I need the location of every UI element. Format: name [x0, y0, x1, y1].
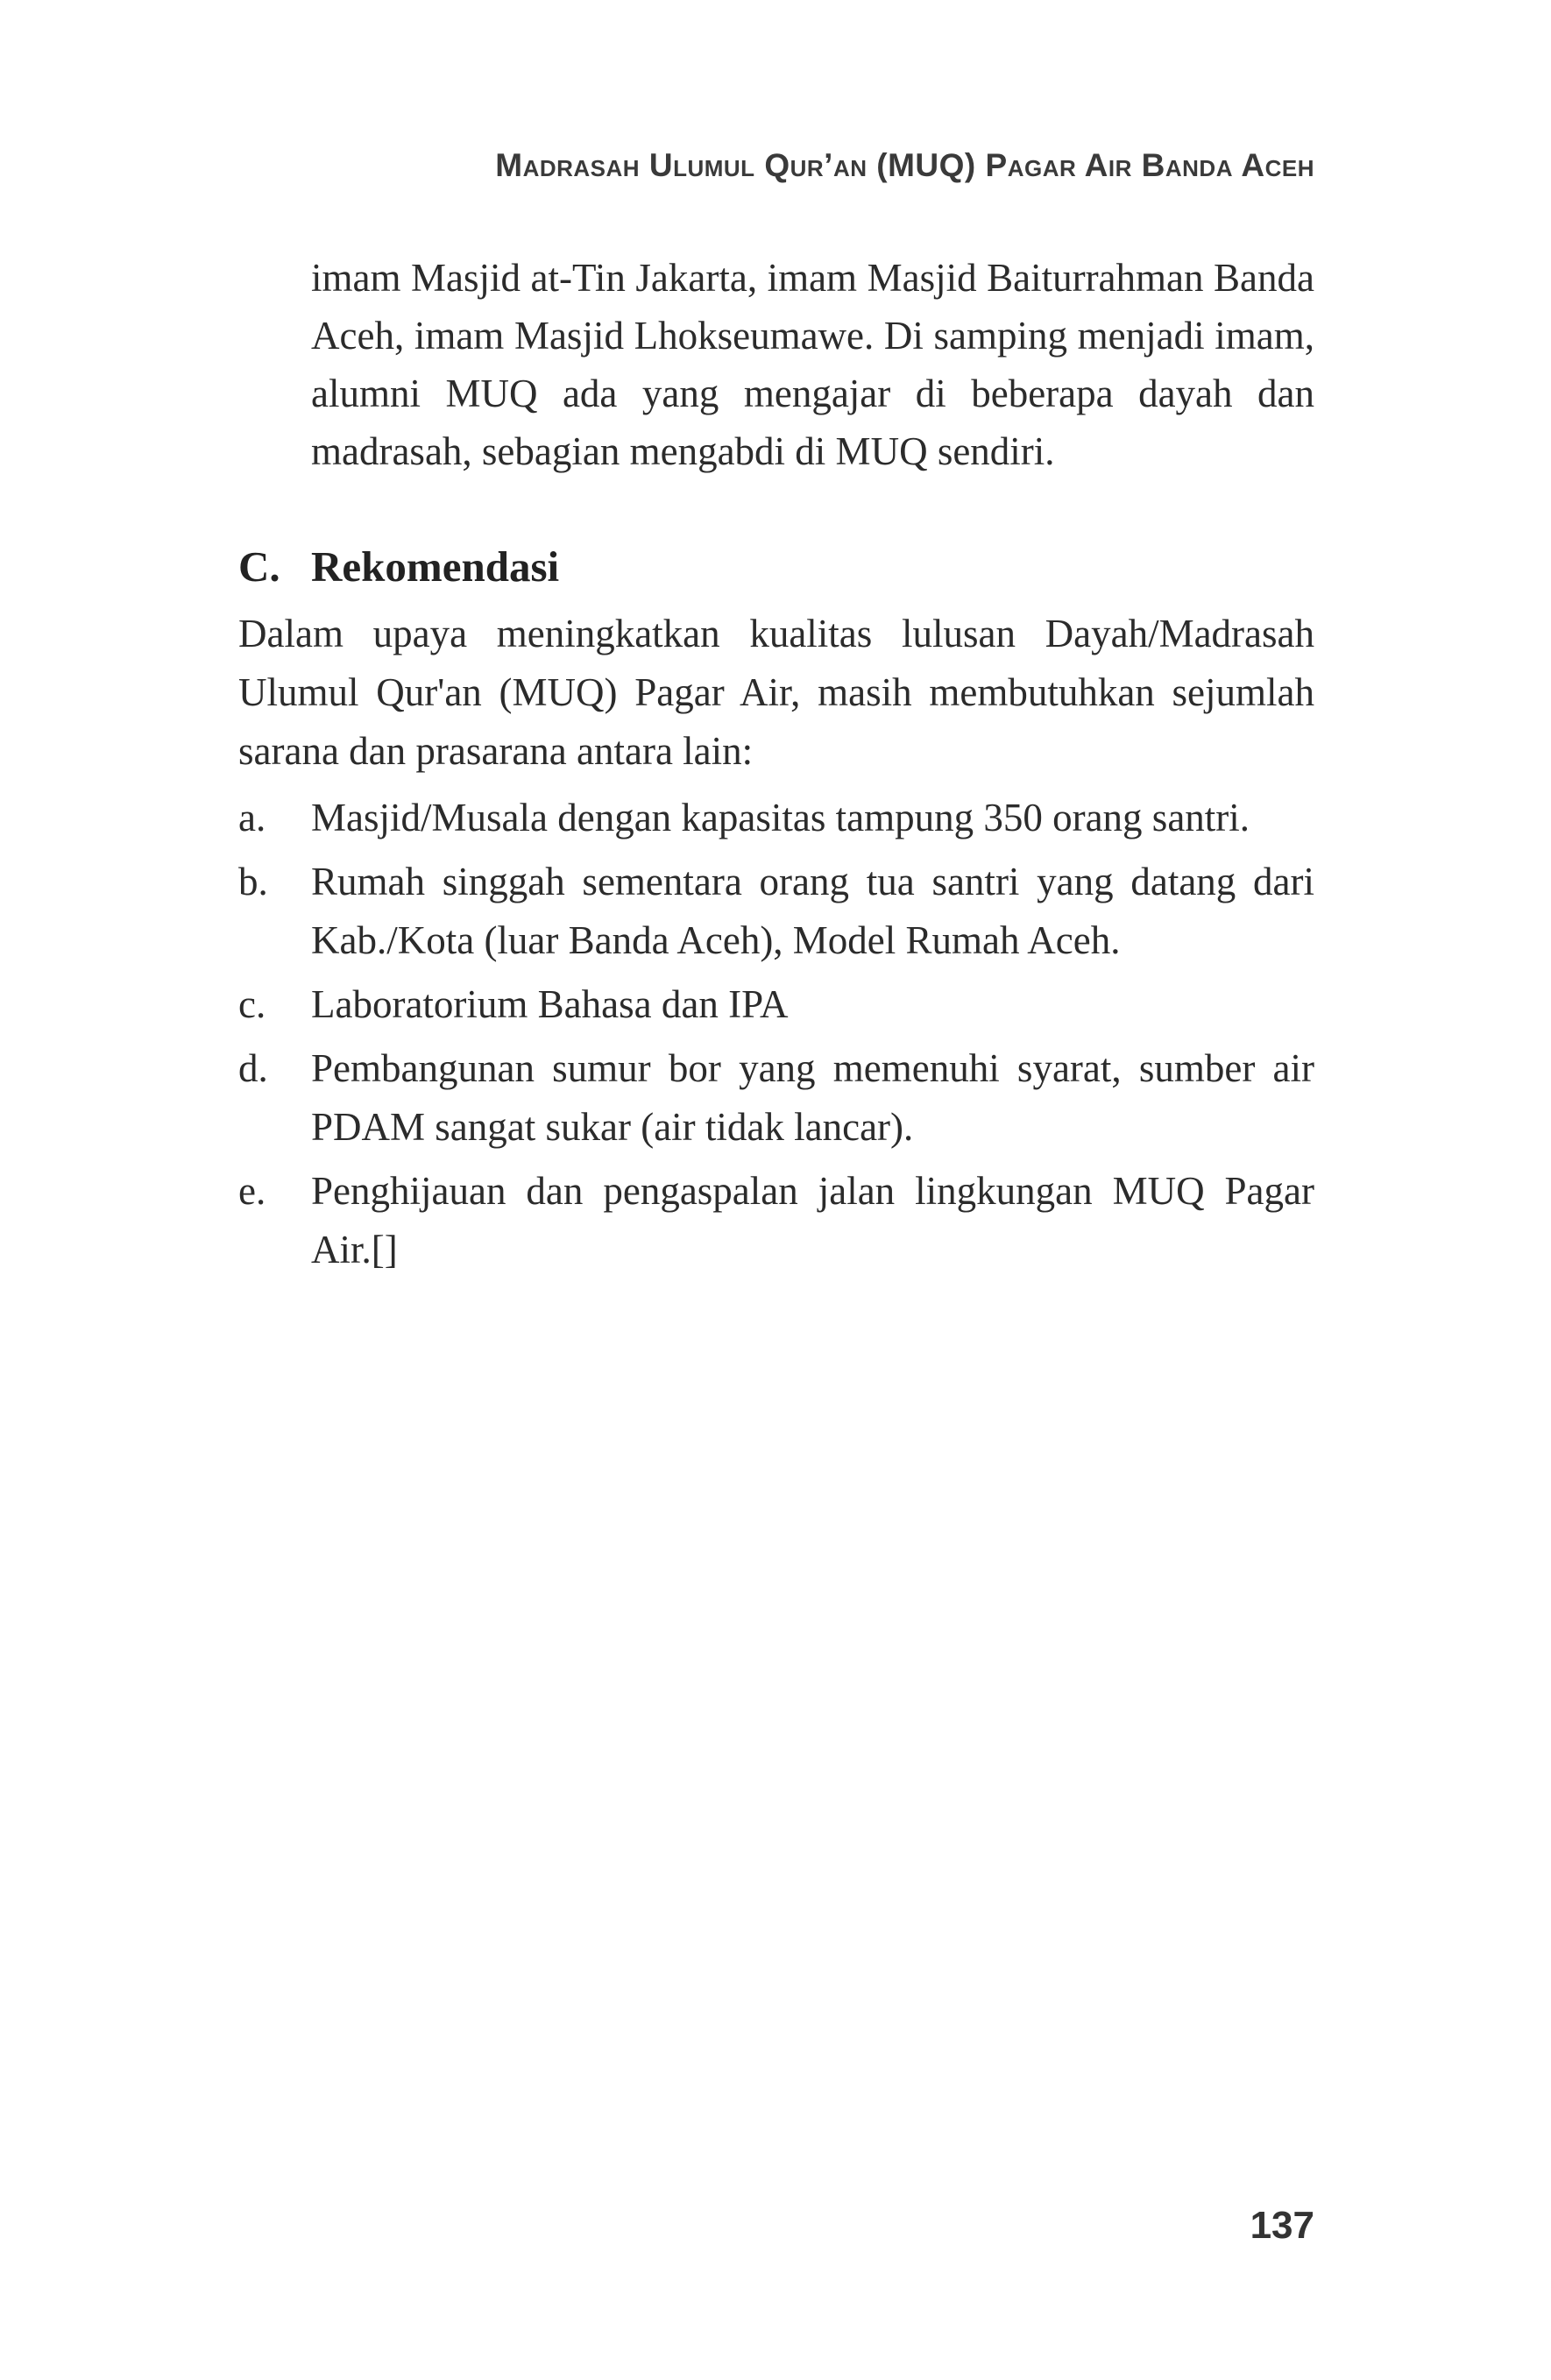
continuation-paragraph: imam Masjid at-Tin Jakarta, imam Masjid Baiturrahman Banda Aceh, imam Masjid Lhokseumawe. Di samping menjadi imam, alumni MUQ ada yang mengajar di beberapa dayah dan madrasah, sebagian mengabdi di MUQ sendiri.	[311, 256, 1314, 473]
list-item	[238, 975, 1314, 1034]
list-item	[238, 853, 1314, 970]
list-item-text: Masjid/Musala dengan kapasitas tampung 350 orang santri.	[311, 796, 1250, 839]
list-item-text: Laboratorium Bahasa dan IPA	[311, 982, 789, 1026]
page-number: 137	[1250, 2204, 1314, 2247]
list-item	[238, 789, 1314, 847]
list-item	[238, 1039, 1314, 1157]
section-heading	[238, 542, 1314, 591]
list-item-text: Penghijauan dan pengaspalan jalan lingkungan MUQ Pagar Air.[]	[311, 1169, 1314, 1271]
section-intro-paragraph: Dalam upaya meningkatkan kualitas lulusan Dayah/Madrasah Ulumul Qur'an (MUQ) Pagar Air, masih membutuhkan sejumlah sarana dan prasarana antara lain:	[238, 612, 1314, 773]
recommendation-list	[238, 789, 1314, 1285]
list-marker: e.	[238, 1169, 266, 1213]
list-marker: a.	[238, 796, 266, 839]
list-marker: c.	[238, 982, 266, 1026]
list-item	[238, 1162, 1314, 1279]
list-item-text: Rumah singgah sementara orang tua santri yang datang dari Kab./Kota (luar Banda Aceh), Model Rumah Aceh.	[311, 860, 1314, 962]
running-header: Madrasah Ulumul Qur’an (MUQ) Pagar Air Banda Aceh	[495, 147, 1314, 183]
list-item-text: Pembangunan sumur bor yang memenuhi syarat, sumber air PDAM sangat sukar (air tidak lancar).	[311, 1046, 1314, 1149]
section-number: C.	[238, 542, 280, 591]
list-marker: d.	[238, 1046, 268, 1090]
section-title: Rekomendasi	[311, 542, 560, 591]
list-marker: b.	[238, 860, 268, 903]
